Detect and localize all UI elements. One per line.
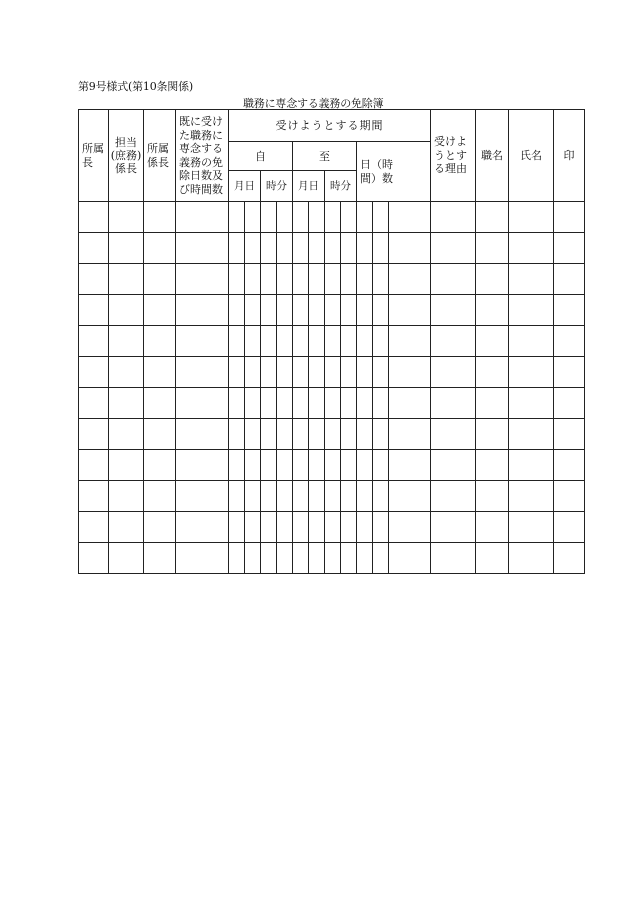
table-cell[interactable] <box>261 202 277 233</box>
table-cell[interactable] <box>261 295 277 326</box>
table-cell[interactable] <box>293 202 309 233</box>
table-cell[interactable] <box>309 264 325 295</box>
table-cell[interactable] <box>176 326 229 357</box>
table-cell[interactable] <box>357 357 373 388</box>
table-cell[interactable] <box>261 264 277 295</box>
table-cell[interactable] <box>309 419 325 450</box>
table-cell[interactable] <box>277 264 293 295</box>
header-days-hours <box>357 142 431 202</box>
table-cell[interactable] <box>277 543 293 574</box>
table-cell[interactable] <box>389 202 431 233</box>
table-cell[interactable] <box>509 264 554 295</box>
table-cell[interactable] <box>277 233 293 264</box>
table-row <box>79 388 585 419</box>
table-cell[interactable] <box>373 543 389 574</box>
table-cell[interactable] <box>79 357 109 388</box>
table-cell[interactable] <box>109 512 144 543</box>
header-line: 専念する <box>179 142 223 155</box>
table-cell[interactable] <box>109 419 144 450</box>
table-cell[interactable] <box>554 388 585 419</box>
table-cell[interactable] <box>176 233 229 264</box>
table-cell[interactable] <box>144 233 176 264</box>
table-cell[interactable] <box>144 543 176 574</box>
table-cell[interactable] <box>309 481 325 512</box>
header-from: 自 <box>229 142 293 171</box>
header-from-hourmin: 時分 <box>261 171 293 202</box>
table-cell[interactable] <box>389 388 431 419</box>
table-cell[interactable] <box>373 295 389 326</box>
table-cell[interactable] <box>176 419 229 450</box>
header-period: 受けようとする期間 <box>229 110 431 142</box>
table-cell[interactable] <box>176 543 229 574</box>
table-row <box>79 326 585 357</box>
table-cell[interactable] <box>261 326 277 357</box>
table-cell[interactable] <box>261 543 277 574</box>
table-cell[interactable] <box>554 233 585 264</box>
table-cell[interactable] <box>357 326 373 357</box>
table-cell[interactable] <box>109 202 144 233</box>
table-cell[interactable] <box>79 326 109 357</box>
table-cell[interactable] <box>341 357 357 388</box>
table-cell[interactable] <box>509 450 554 481</box>
table-cell[interactable] <box>109 357 144 388</box>
table-cell[interactable] <box>144 326 176 357</box>
table-row <box>79 202 585 233</box>
table-cell[interactable] <box>509 419 554 450</box>
header-line: 除日数及 <box>179 169 223 182</box>
header-line: 受けよ <box>434 135 468 149</box>
table-cell[interactable] <box>293 481 309 512</box>
header-position: 職名 <box>476 110 509 202</box>
table-cell[interactable] <box>79 233 109 264</box>
table-cell[interactable] <box>229 202 245 233</box>
table-cell[interactable] <box>389 233 431 264</box>
table-cell[interactable] <box>554 419 585 450</box>
table-cell[interactable] <box>389 295 431 326</box>
form-title: 職務に専念する義務の免除簿 <box>243 97 384 110</box>
table-row <box>79 264 585 295</box>
table-cell[interactable] <box>176 512 229 543</box>
table-cell[interactable] <box>373 326 389 357</box>
header-name: 氏名 <box>509 110 554 202</box>
table-cell[interactable] <box>229 481 245 512</box>
table-cell[interactable] <box>357 481 373 512</box>
table-cell[interactable] <box>325 202 341 233</box>
table-cell[interactable] <box>509 326 554 357</box>
header-shozokucho <box>79 110 109 202</box>
table-cell[interactable] <box>341 202 357 233</box>
table-cell[interactable] <box>431 543 476 574</box>
table-cell[interactable] <box>277 450 293 481</box>
table-cell[interactable] <box>293 264 309 295</box>
table-cell[interactable] <box>476 202 509 233</box>
table-row <box>79 450 585 481</box>
table-cell[interactable] <box>144 481 176 512</box>
table-cell[interactable] <box>357 202 373 233</box>
table-cell[interactable] <box>261 357 277 388</box>
table-cell[interactable] <box>176 202 229 233</box>
table-cell[interactable] <box>293 357 309 388</box>
table-cell[interactable] <box>109 481 144 512</box>
form-number-label: 第9号様式(第10条関係) <box>78 80 193 93</box>
exemption-register-table <box>78 109 585 574</box>
table-cell[interactable] <box>277 419 293 450</box>
table-cell[interactable] <box>79 295 109 326</box>
table-cell[interactable] <box>293 326 309 357</box>
table-cell[interactable] <box>389 326 431 357</box>
table-cell[interactable] <box>261 233 277 264</box>
table-cell[interactable] <box>261 419 277 450</box>
table-cell[interactable] <box>176 388 229 419</box>
table-cell[interactable] <box>431 233 476 264</box>
table-cell[interactable] <box>79 512 109 543</box>
table-cell[interactable] <box>509 481 554 512</box>
table-cell[interactable] <box>431 450 476 481</box>
table-row <box>79 357 585 388</box>
table-cell[interactable] <box>144 295 176 326</box>
table-row <box>79 419 585 450</box>
table-cell[interactable] <box>389 419 431 450</box>
table-cell[interactable] <box>509 357 554 388</box>
table-cell[interactable] <box>431 295 476 326</box>
table-cell[interactable] <box>476 264 509 295</box>
table-cell[interactable] <box>144 388 176 419</box>
table-cell[interactable] <box>229 512 245 543</box>
table-cell[interactable] <box>357 450 373 481</box>
table-cell[interactable] <box>509 233 554 264</box>
table-cell[interactable] <box>325 357 341 388</box>
table-cell[interactable] <box>373 357 389 388</box>
table-cell[interactable] <box>245 202 261 233</box>
table-cell[interactable] <box>293 295 309 326</box>
table-cell[interactable] <box>309 512 325 543</box>
table-cell[interactable] <box>229 357 245 388</box>
table-cell[interactable] <box>109 264 144 295</box>
table-cell[interactable] <box>109 295 144 326</box>
table-cell[interactable] <box>309 450 325 481</box>
table-cell[interactable] <box>389 357 431 388</box>
table-cell[interactable] <box>79 450 109 481</box>
table-cell[interactable] <box>476 543 509 574</box>
table-cell[interactable] <box>144 357 176 388</box>
header-to-monthday: 月日 <box>293 171 325 202</box>
table-cell[interactable] <box>109 388 144 419</box>
table-cell[interactable] <box>176 357 229 388</box>
table-cell[interactable] <box>79 543 109 574</box>
table-cell[interactable] <box>554 512 585 543</box>
table-cell[interactable] <box>509 512 554 543</box>
header-line: び時間数 <box>179 182 223 196</box>
table-cell[interactable] <box>476 388 509 419</box>
table-cell[interactable] <box>229 295 245 326</box>
header-line: (庶務) <box>110 149 142 162</box>
table-cell[interactable] <box>341 481 357 512</box>
table-cell[interactable] <box>109 233 144 264</box>
header-line: 係長 <box>115 162 137 175</box>
header-line: た職務に <box>179 128 223 142</box>
table-cell[interactable] <box>325 543 341 574</box>
table-cell[interactable] <box>357 419 373 450</box>
table-cell[interactable] <box>109 543 144 574</box>
table-cell[interactable] <box>476 512 509 543</box>
table-row <box>79 295 585 326</box>
table-cell[interactable] <box>293 543 309 574</box>
table-cell[interactable] <box>554 543 585 574</box>
header-shozoku-kakaricho <box>144 110 176 202</box>
table-cell[interactable] <box>176 481 229 512</box>
table-cell[interactable] <box>144 512 176 543</box>
table-cell[interactable] <box>389 543 431 574</box>
table-cell[interactable] <box>554 202 585 233</box>
table-cell[interactable] <box>309 326 325 357</box>
table-cell[interactable] <box>109 450 144 481</box>
header-line: 係長 <box>147 155 169 169</box>
table-cell[interactable] <box>176 264 229 295</box>
header-line: る理由 <box>434 162 468 176</box>
table-cell[interactable] <box>431 357 476 388</box>
table-cell[interactable] <box>373 512 389 543</box>
header-line: 所属 <box>147 142 169 155</box>
table-cell[interactable] <box>309 202 325 233</box>
table-cell[interactable] <box>373 419 389 450</box>
table-cell[interactable] <box>373 264 389 295</box>
header-line: うとす <box>434 148 468 162</box>
table-cell[interactable] <box>325 264 341 295</box>
table-cell[interactable] <box>554 264 585 295</box>
table-cell[interactable] <box>245 388 261 419</box>
table-cell[interactable] <box>357 264 373 295</box>
table-cell[interactable] <box>261 388 277 419</box>
header-line: 既に受け <box>179 115 223 128</box>
table-cell[interactable] <box>245 419 261 450</box>
table-cell[interactable] <box>144 450 176 481</box>
header-to: 至 <box>293 142 357 171</box>
table-cell[interactable] <box>261 512 277 543</box>
table-cell[interactable] <box>229 543 245 574</box>
header-line: 日（時 <box>360 158 393 171</box>
table-cell[interactable] <box>341 388 357 419</box>
table-cell[interactable] <box>277 326 293 357</box>
table-cell[interactable] <box>245 295 261 326</box>
table-cell[interactable] <box>554 481 585 512</box>
table-cell[interactable] <box>341 512 357 543</box>
table-cell[interactable] <box>79 419 109 450</box>
table-cell[interactable] <box>277 481 293 512</box>
table-cell[interactable] <box>309 543 325 574</box>
table-cell[interactable] <box>509 295 554 326</box>
table-cell[interactable] <box>431 388 476 419</box>
table-cell[interactable] <box>309 233 325 264</box>
table-cell[interactable] <box>554 450 585 481</box>
header-line: 間）数 <box>360 171 393 185</box>
table-cell[interactable] <box>245 357 261 388</box>
table-cell[interactable] <box>79 264 109 295</box>
table-cell[interactable] <box>509 388 554 419</box>
table-cell[interactable] <box>245 233 261 264</box>
table-cell[interactable] <box>357 388 373 419</box>
table-cell[interactable] <box>277 357 293 388</box>
header-already-granted <box>176 110 229 202</box>
table-cell[interactable] <box>341 264 357 295</box>
table-cell[interactable] <box>277 388 293 419</box>
table-cell[interactable] <box>176 450 229 481</box>
table-cell[interactable] <box>509 543 554 574</box>
table-cell[interactable] <box>389 264 431 295</box>
header-line: 所属 <box>82 142 104 155</box>
header-line: 長 <box>82 155 93 169</box>
table-cell[interactable] <box>476 233 509 264</box>
table-cell[interactable] <box>325 481 341 512</box>
table-cell[interactable] <box>229 388 245 419</box>
table-cell[interactable] <box>277 295 293 326</box>
table-cell[interactable] <box>261 450 277 481</box>
table-cell[interactable] <box>325 419 341 450</box>
table-cell[interactable] <box>476 295 509 326</box>
table-cell[interactable] <box>144 202 176 233</box>
header-seal: 印 <box>554 110 585 202</box>
table-cell[interactable] <box>325 326 341 357</box>
table-cell[interactable] <box>389 512 431 543</box>
table-cell[interactable] <box>293 450 309 481</box>
table-cell[interactable] <box>144 419 176 450</box>
header-to-hourmin: 時分 <box>325 171 357 202</box>
table-cell[interactable] <box>476 326 509 357</box>
table-cell[interactable] <box>373 450 389 481</box>
table-cell[interactable] <box>293 512 309 543</box>
table-cell[interactable] <box>277 202 293 233</box>
table-cell[interactable] <box>341 543 357 574</box>
table-cell[interactable] <box>357 233 373 264</box>
table-cell[interactable] <box>431 202 476 233</box>
table-cell[interactable] <box>109 326 144 357</box>
header-reason <box>431 110 476 202</box>
table-cell[interactable] <box>373 233 389 264</box>
table-cell[interactable] <box>476 357 509 388</box>
header-line: 担当 <box>115 136 137 149</box>
table-cell[interactable] <box>341 326 357 357</box>
table-cell[interactable] <box>245 264 261 295</box>
table-cell[interactable] <box>431 512 476 543</box>
table-cell[interactable] <box>144 264 176 295</box>
table-cell[interactable] <box>389 450 431 481</box>
table-cell[interactable] <box>229 233 245 264</box>
table-cell[interactable] <box>357 543 373 574</box>
table-cell[interactable] <box>245 481 261 512</box>
table-cell[interactable] <box>79 388 109 419</box>
table-cell[interactable] <box>373 388 389 419</box>
table-cell[interactable] <box>341 450 357 481</box>
table-cell[interactable] <box>309 388 325 419</box>
table-cell[interactable] <box>431 481 476 512</box>
table-cell[interactable] <box>431 326 476 357</box>
table-cell[interactable] <box>325 450 341 481</box>
table-row <box>79 481 585 512</box>
table-row <box>79 512 585 543</box>
table-cell[interactable] <box>325 512 341 543</box>
table-cell[interactable] <box>341 295 357 326</box>
table-cell[interactable] <box>341 233 357 264</box>
table-cell[interactable] <box>554 357 585 388</box>
table-cell[interactable] <box>325 233 341 264</box>
table-cell[interactable] <box>431 419 476 450</box>
table-cell[interactable] <box>229 264 245 295</box>
table-cell[interactable] <box>245 512 261 543</box>
register-body <box>79 202 585 574</box>
table-cell[interactable] <box>245 450 261 481</box>
table-cell[interactable] <box>277 512 293 543</box>
table-cell[interactable] <box>245 543 261 574</box>
table-cell[interactable] <box>293 233 309 264</box>
table-cell[interactable] <box>554 295 585 326</box>
table-cell[interactable] <box>176 295 229 326</box>
table-cell[interactable] <box>509 202 554 233</box>
table-cell[interactable] <box>341 419 357 450</box>
table-cell[interactable] <box>476 450 509 481</box>
table-cell[interactable] <box>476 419 509 450</box>
table-cell[interactable] <box>261 481 277 512</box>
table-cell[interactable] <box>229 450 245 481</box>
table-cell[interactable] <box>245 326 261 357</box>
table-cell[interactable] <box>373 202 389 233</box>
table-cell[interactable] <box>293 388 309 419</box>
table-cell[interactable] <box>554 326 585 357</box>
header-line: 義務の免 <box>179 155 223 169</box>
table-cell[interactable] <box>431 264 476 295</box>
table-cell[interactable] <box>325 388 341 419</box>
table-cell[interactable] <box>357 295 373 326</box>
header-tanto-kakaricho <box>109 110 144 202</box>
table-cell[interactable] <box>229 419 245 450</box>
table-cell[interactable] <box>389 481 431 512</box>
table-cell[interactable] <box>476 481 509 512</box>
table-row <box>79 233 585 264</box>
table-cell[interactable] <box>229 326 245 357</box>
table-cell[interactable] <box>79 481 109 512</box>
table-row <box>79 543 585 574</box>
table-cell[interactable] <box>309 357 325 388</box>
table-cell[interactable] <box>79 202 109 233</box>
table-cell[interactable] <box>373 481 389 512</box>
table-cell[interactable] <box>309 295 325 326</box>
header-from-monthday: 月日 <box>229 171 261 202</box>
table-cell[interactable] <box>293 419 309 450</box>
table-cell[interactable] <box>325 295 341 326</box>
table-cell[interactable] <box>357 512 373 543</box>
